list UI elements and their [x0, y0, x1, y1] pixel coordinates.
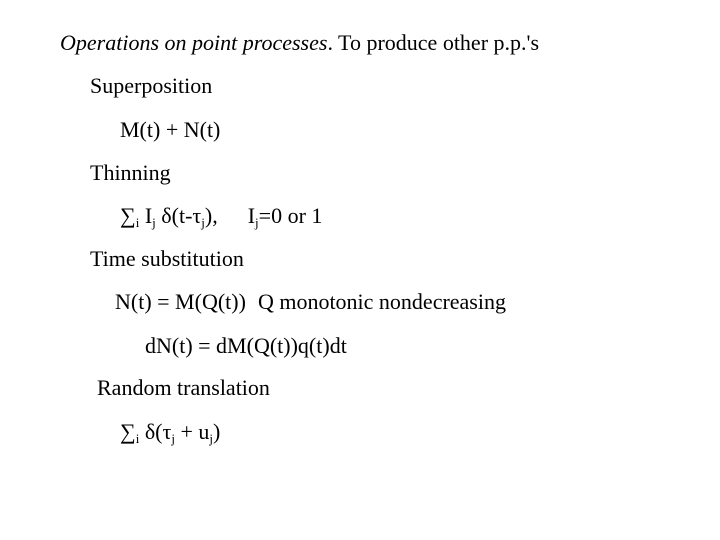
page-title [60, 30, 539, 56]
time-substitution-equation: N(t) = M(Q(t)) [115, 289, 246, 314]
sum-subscript: i [135, 431, 140, 446]
thinning-condition: =0 or 1 [258, 203, 323, 228]
random-translation-subscript-j: j [171, 431, 175, 446]
thinning-heading: Thinning [90, 160, 171, 185]
random-translation-subscript-j2: j [209, 431, 214, 446]
thinning-subscript-j: j [152, 215, 156, 230]
thinning-close: ), [204, 203, 218, 228]
sum-symbol: ∑ [120, 419, 136, 444]
time-substitution-formula [115, 289, 506, 315]
time-substitution-note: Q monotonic nondecreasing [257, 289, 506, 314]
time-substitution-differential: dN(t) = dM(Q(t))q(t)dt [145, 333, 347, 358]
thinning-subscript-j2: j [201, 215, 205, 230]
title-rest: . To produce other p.p.'s [327, 30, 540, 55]
thinning-condition-subscript: j [255, 215, 259, 230]
superposition-heading: Superposition [90, 73, 213, 98]
thinning-condition-i: I [247, 203, 256, 228]
random-translation-plus: + u [174, 419, 210, 444]
sum-subscript: i [135, 215, 140, 230]
thinning-indicator: I [139, 203, 153, 228]
random-translation-formula [120, 419, 220, 445]
random-translation-delta: δ(τ [139, 419, 172, 444]
time-substitution-heading: Time substitution [90, 246, 244, 271]
random-translation-close: ) [213, 419, 221, 444]
thinning-delta: δ(t-τ [155, 203, 202, 228]
superposition-formula: M(t) + N(t) [120, 117, 221, 142]
thinning-formula [120, 203, 322, 229]
title-italic: Operations on point processes [60, 30, 328, 55]
random-translation-heading: Random translation [97, 375, 270, 400]
sum-symbol: ∑ [120, 203, 136, 228]
